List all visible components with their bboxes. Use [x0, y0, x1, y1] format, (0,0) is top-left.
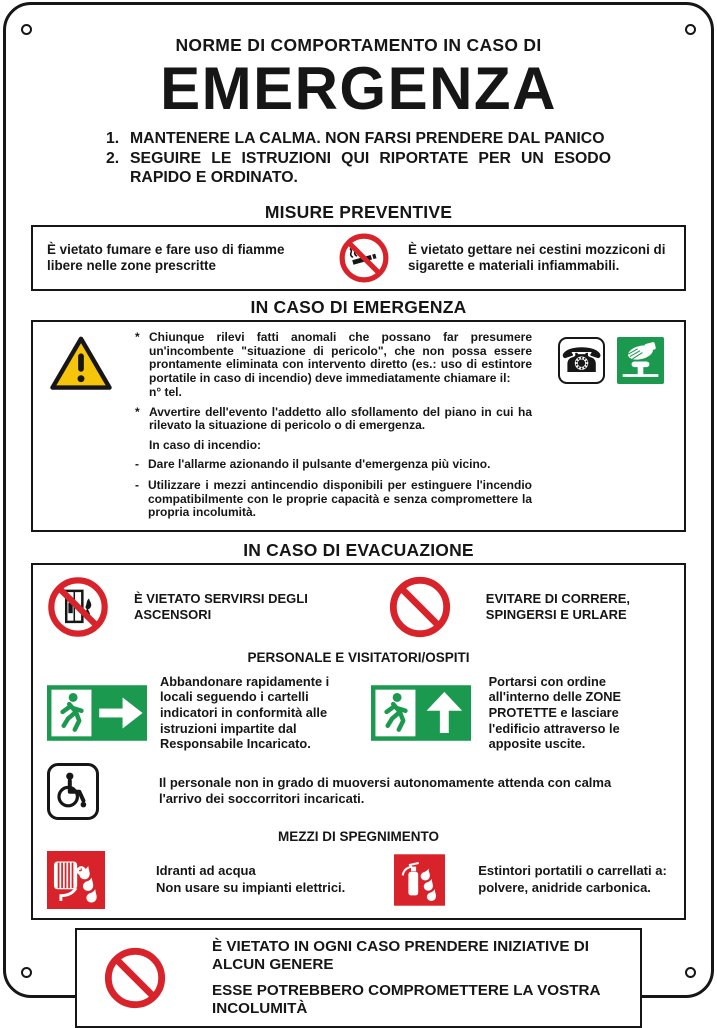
footer-warning-text	[212, 938, 622, 1018]
emergenza-bullet-1: * Chiunque rilevi fatti anomali che possano far presumere un'incombente "situazione di pericolo", che non possa essere prontamente eliminata con intervento diretto (es.: uso di estintore portatile in caso di incendio) deve immediatamente chiamare il:	[135, 330, 532, 385]
exit-right-text: Abbandonare rapidamente i locali seguendo i cartelli indicatori in conformità alle istruzioni impartite dal Responsabile Incaricato.	[160, 673, 330, 752]
break-glass-button-icon	[617, 337, 664, 384]
intro-item-2	[106, 150, 611, 188]
dash-marker: -	[135, 478, 139, 493]
no-elevator-prohibition-icon	[47, 576, 109, 638]
heading-personale-visitatori: PERSONALE E VISITATORI/OSPITI	[247, 649, 470, 665]
prohibition-icon	[104, 947, 166, 1009]
prohibition-icon	[389, 576, 451, 638]
heading-misure-preventive: MISURE PREVENTIVE	[264, 201, 453, 222]
dash-marker: -	[135, 456, 139, 471]
intro-item-number: 2.	[106, 149, 120, 167]
wheelchair-icon	[47, 763, 99, 820]
emergenza-icons	[546, 331, 670, 519]
evac-row-spegnimento	[47, 851, 670, 909]
emergenza-text-column	[135, 331, 546, 519]
screw-hole-top-left	[21, 24, 32, 35]
wheelchair-text: Il personale non in grado di muoversi autonomamente attenda con calma l'arrivo dei soccorritori incaricati.	[159, 775, 612, 807]
intro-item-1	[106, 130, 611, 149]
no-elevator-text: È VIETATO SERVIRSI DEGLI ASCENSORI	[134, 591, 308, 622]
hydrant-text: Idranti ad acqua Non usare su impianti elettrici.	[156, 863, 346, 895]
warning-triangle-icon	[49, 335, 113, 392]
screw-hole-bottom-left	[21, 967, 32, 978]
no-running-text: EVITARE DI CORRERE, SPINGERSI E URLARE	[485, 591, 631, 622]
tel-number-label: n° tel.	[149, 385, 182, 400]
footer-line-2: ESSE POTREBBERO COMPROMETTERE LA VOSTRA INCOLUMITÀ	[212, 981, 600, 1017]
incendio-subheading: In caso di incendio:	[149, 438, 262, 453]
emergency-exit-right-icon	[47, 685, 147, 741]
evacuazione-box	[31, 563, 686, 920]
evac-row-exits	[47, 674, 670, 752]
intro-item-number: 1.	[106, 130, 120, 147]
sign-title: EMERGENZA	[160, 55, 557, 122]
screw-hole-bottom-right	[685, 967, 696, 978]
evac-row-prohibitions	[47, 576, 670, 638]
incendio-item-2: - Utilizzare i mezzi antincendio disponibili per estinguere l'incendio compatibilmente con le proprie capacità e senza compromettere la propria incolumità.	[135, 478, 532, 520]
no-smoking-icon	[338, 232, 390, 284]
exit-up-text: Portarsi con ordine all'interno delle ZONE PROTETTE e lasciare l'edificio attraverso le apposite uscite.	[488, 673, 622, 752]
incendio-item-1: - Dare l'allarme azionando il pulsante d'emergenza più vicino.	[135, 456, 491, 471]
telephone-glyph: ☎	[560, 340, 603, 381]
evac-row-wheelchair	[47, 763, 670, 820]
no-smoking-text: È vietato fumare e fare uso di fiamme libere nelle zone prescritte	[47, 242, 285, 274]
footer-line-1: È VIETATO IN OGNI CASO PRENDERE INIZIATIVE DI ALCUN GENERE	[212, 937, 589, 973]
extinguisher-text: Estintori portatili o carrellati a: polvere, anidride carbonica.	[478, 863, 667, 895]
heading-in-caso-di-emergenza: IN CASO DI EMERGENZA	[250, 297, 467, 318]
footer-warning-box	[75, 928, 642, 1028]
heading-in-caso-di-evacuazione: IN CASO DI EVACUAZIONE	[243, 539, 474, 560]
sign-subtitle: NORME DI COMPORTAMENTO IN CASO DI	[175, 35, 542, 55]
bullet-marker: *	[135, 404, 140, 419]
sign-plate	[3, 2, 714, 1017]
telephone-icon	[558, 337, 605, 384]
emergenza-box	[31, 320, 686, 531]
emergenza-bullet-2: * Avvertire dell'evento l'addetto allo sfollamento del piano in cui ha rilevato la situazione di pericolo o di emergenza.	[135, 404, 532, 432]
intro-instructions	[106, 130, 611, 188]
misure-preventive-box	[31, 225, 686, 291]
heading-mezzi-di-spegnimento: MEZZI DI SPEGNIMENTO	[277, 828, 439, 844]
warning-column	[49, 331, 135, 519]
fire-hose-reel-icon	[47, 851, 105, 909]
no-butts-text: È vietato gettare nei cestini mozziconi di sigarette e materiali infiammabili.	[408, 242, 666, 274]
screw-hole-top-right	[685, 24, 696, 35]
intro-item-text: SEGUIRE LE ISTRUZIONI QUI RIPORTATE PER UN ESODO RAPIDO E ORDINATO.	[130, 149, 611, 186]
emergency-exit-up-icon	[371, 685, 471, 741]
intro-item-text: MANTENERE LA CALMA. NON FARSI PRENDERE DAL PANICO	[130, 130, 605, 147]
bullet-marker: *	[135, 330, 140, 345]
fire-extinguisher-icon	[394, 851, 445, 909]
